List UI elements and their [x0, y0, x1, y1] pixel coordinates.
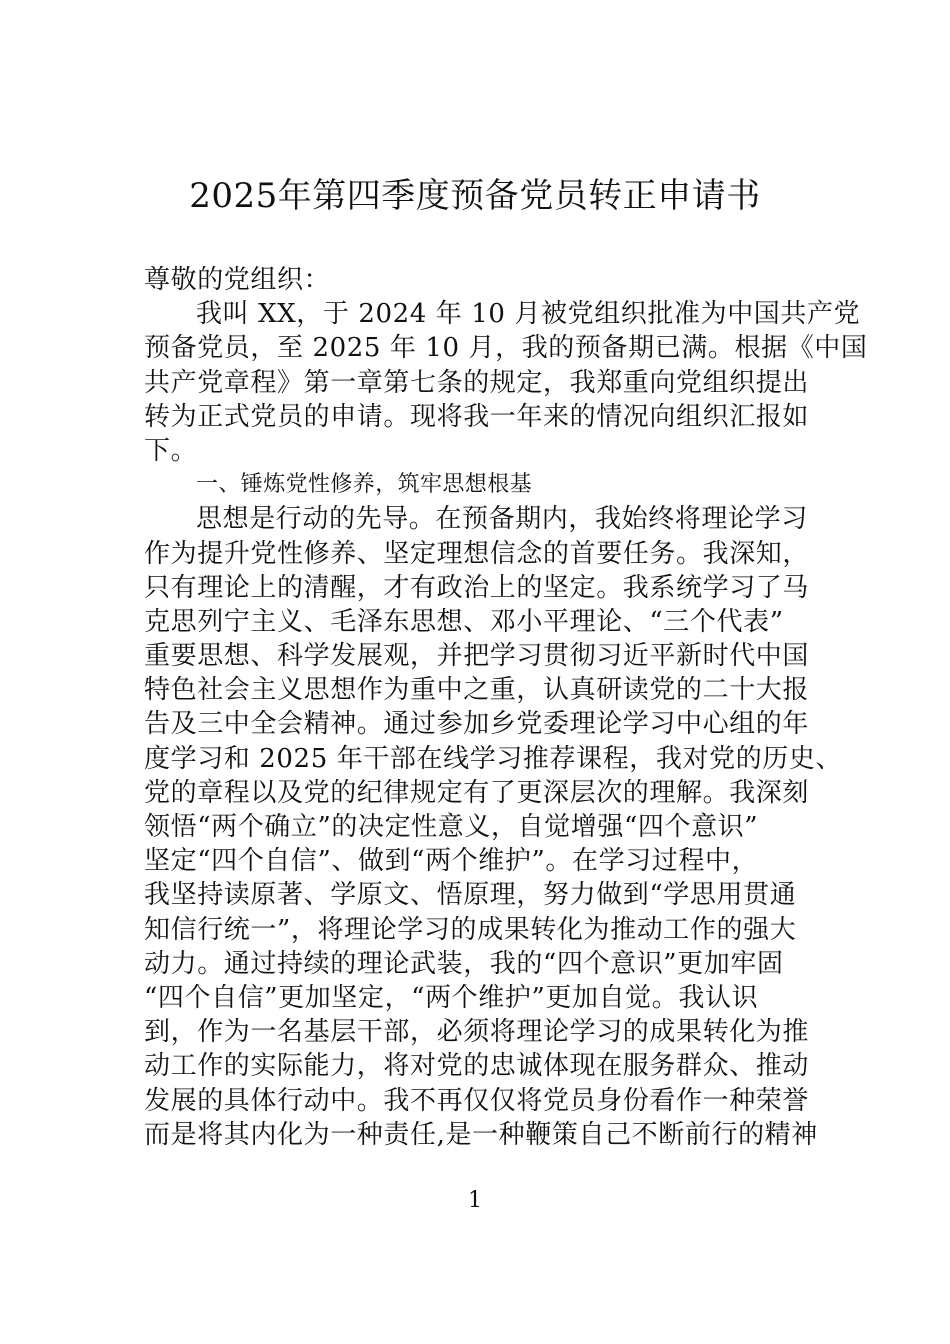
paragraph-line: 到，作为一名基层干部，必须将理论学习的成果转化为推: [144, 1017, 810, 1048]
paragraph-line: 共产党章程》第一章第七条的规定，我郑重向党组织提出: [144, 367, 810, 398]
greeting: 尊敬的党组织：: [144, 265, 331, 295]
paragraph-line: 思想是行动的先导。在预备期内，我始终将理论学习: [196, 504, 808, 535]
paragraph-1: [144, 297, 868, 468]
paragraph-line: 坚定“四个自信”、做到“两个维护”。在学习过程中，: [144, 846, 759, 877]
paragraph-line: 预备党员，至 2025 年 10 月，我的预备期已满。根据《中国: [144, 333, 868, 364]
document-title: 2025年第四季度预备党员转正申请书: [189, 176, 761, 216]
paragraph-line: 下。: [144, 435, 198, 466]
paragraph-line: 发展的具体行动中。我不再仅仅将党员身份看作一种荣誉: [144, 1085, 810, 1116]
paragraph-line: 告及三中全会精神。通过参加乡党委理论学习中心组的年: [144, 709, 810, 740]
paragraph-line: “四个自信”更加坚定，“两个维护”更加自觉。我认识: [144, 982, 759, 1013]
paragraph-line: 度学习和 2025 年干部在线学习推荐课程，我对党的历史、: [144, 743, 843, 774]
paragraph-line: 克思列宁主义、毛泽东思想、邓小平理论、“三个代表”: [144, 606, 784, 637]
paragraph-line: 知信行统一”，将理论学习的成果转化为推动工作的强大: [144, 914, 797, 945]
paragraph-line: 党的章程以及党的纪律规定有了更深层次的理解。我深刻: [144, 777, 810, 808]
paragraph-2: [144, 502, 843, 1152]
paragraph-line: 特色社会主义思想作为重中之重，认真研读党的二十大报: [144, 675, 810, 706]
document-body: [144, 263, 868, 1152]
paragraph-line: 领悟“两个确立”的决定性意义，自觉增强“四个意识”: [144, 812, 759, 842]
paragraph-line: 只有理论上的清醒，才有政治上的坚定。我系统学习了马: [144, 572, 810, 603]
paragraph-line: 而是将其内化为一种责任,是一种鞭策自己不断前行的精神: [144, 1119, 818, 1150]
paragraph-line: 作为提升党性修养、坚定理想信念的首要任务。我深知，: [144, 538, 810, 569]
page-number: 1: [468, 1188, 482, 1213]
paragraph-line: 我坚持读原著、学原文、悟原理，努力做到“学思用贯通: [144, 880, 797, 911]
paragraph-line: 转为正式党员的申请。现将我一年来的情况向组织汇报如: [144, 401, 810, 432]
paragraph-line: 动力。通过持续的理论武装，我的“四个意识”更加牢固: [144, 948, 784, 979]
paragraph-line: 重要思想、科学发展观，并把学习贯彻习近平新时代中国: [144, 641, 810, 672]
paragraph-line: 我叫 XX，于 2024 年 10 月被党组织批准为中国共产党: [196, 299, 861, 330]
section-heading: 一、锤炼党性修养，筑牢思想根基: [196, 472, 533, 498]
paragraph-line: 动工作的实际能力，将对党的忠诚体现在服务群众、推动: [144, 1051, 810, 1082]
